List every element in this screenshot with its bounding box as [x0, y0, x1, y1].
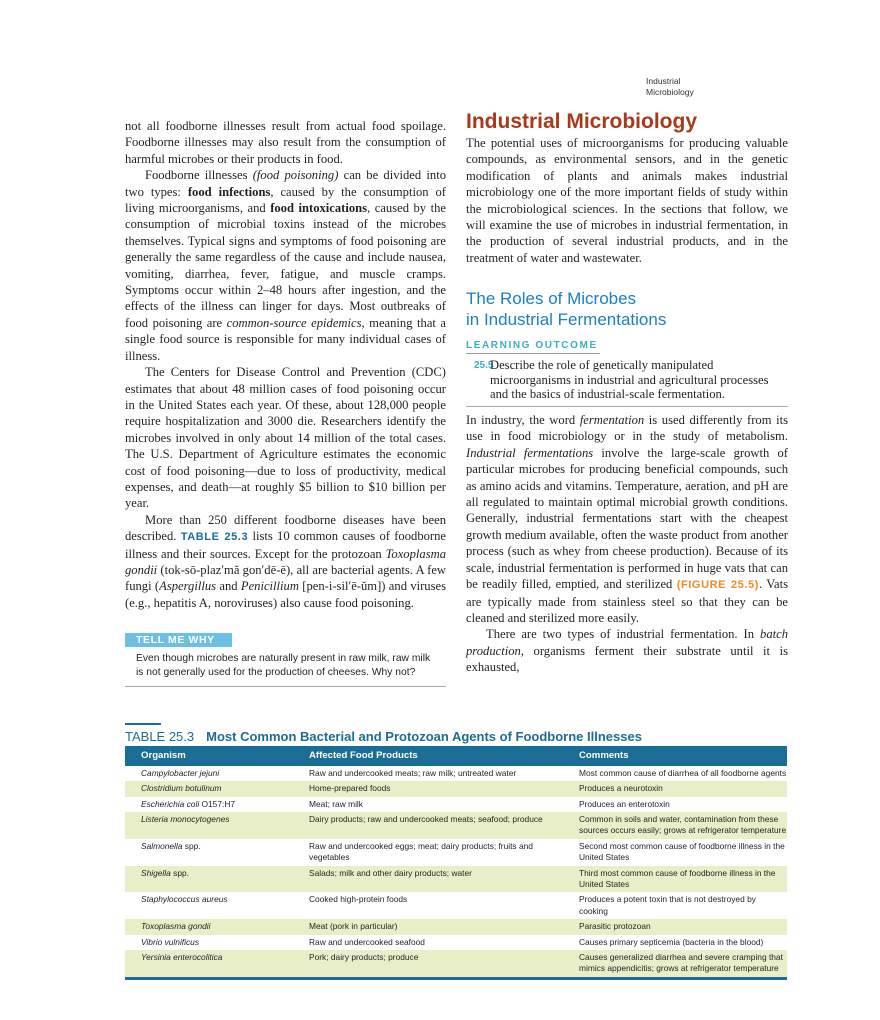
divider — [466, 406, 788, 407]
food-cell: Raw and undercooked seafood — [309, 936, 425, 947]
table-title — [125, 728, 787, 745]
text-run: involve the large-scale growth of particular microbes for producing beneficial compounds, such as amino acids and vitamins. Temperature, aeration, and pH are all regulated to maintain optimal microbial growth conditions. Generally, industrial fermentations start with the cheapest growth medium available, often the waste product from another process (such as whey from cheese production). Because of its scale, industrial fermentation is performed in huge vats that can be readily filled, emptied, and sterilized — [466, 445, 788, 592]
table-caption: Most Common Bacterial and Protozoan Agents of Foodborne Illnesses — [206, 728, 642, 744]
organism-name: Shigella — [141, 867, 171, 878]
text-run: Foodborne illnesses — [145, 168, 253, 183]
text-run: Aspergillus — [159, 579, 217, 594]
comment-cell: Second most common cause of foodborne illness in the United States — [579, 840, 785, 863]
organism-cell — [125, 866, 293, 893]
text-run: . Vats are typically made from stainless steel so that they can be cleaned and sterilized more easily. — [466, 577, 788, 625]
comment-cell: Produces a neurotoxin — [563, 781, 787, 796]
text-run: The potential uses of microorganisms for producing valuable compounds, as environmental sensors, and in the genetic modification of plants and animals makes industrial microbiology one of the more important fields of study within the microbiological sciences. In the sections that follow, we will examine the use of microbes in industrial fermentation, in the production of several industrial products, and in the treatment of water and wastewater. — [466, 136, 788, 265]
table-row — [125, 919, 787, 934]
table-row — [125, 797, 787, 812]
food-cell: Raw and undercooked meats; raw milk; untreated water — [309, 767, 517, 778]
comment-cell: Produces a potent toxin that is not destroyed by cooking — [579, 894, 756, 916]
food-cell: Cooked high-protein foods — [309, 894, 408, 905]
organism-name: Vibrio vulnificus — [141, 936, 200, 947]
text-run: Toxoplasma gondii — [125, 546, 446, 577]
tell-me-why-question: Even though microbes are naturally present in raw milk, raw milk is not generally used for the production of cheeses. Why not? — [136, 653, 431, 678]
table-row — [125, 781, 787, 796]
organism-name: Escherichia coli — [141, 798, 200, 809]
learning-outcome — [474, 358, 788, 402]
cross-reference-link[interactable]: (FIGURE 25.5) — [676, 579, 760, 592]
left-column — [125, 118, 446, 611]
table-row — [125, 892, 787, 919]
text-run: batch production, — [466, 627, 788, 658]
table-row — [125, 839, 787, 866]
paragraph — [125, 364, 446, 512]
cross-reference-link[interactable]: TABLE 25.3 — [180, 531, 249, 544]
table-row — [125, 935, 787, 950]
organism-cell — [125, 766, 293, 781]
tell-me-why-label: TELL ME WHY — [125, 633, 232, 647]
comment-cell: Parasitic protozoan — [563, 919, 787, 934]
comment-cell: Third most common cause of foodborne illness in the United States — [563, 866, 787, 893]
table-row — [125, 766, 787, 781]
food-cell: Raw and undercooked eggs; meat; dairy products; fruits and vegetables — [309, 840, 533, 863]
text-run: food infections — [187, 184, 271, 199]
food-cell: Meat; raw milk — [309, 798, 363, 809]
text-run: organisms ferment their substrate until it is exhausted, — [466, 643, 788, 675]
learning-outcome-text: Describe the role of genetically manipulated microorganisms in industrial and agricultural processes and the basics of industrial-scale fermentation. — [490, 358, 769, 402]
text-run: In industry, the word — [466, 413, 580, 428]
organism-name: Toxoplasma gondii — [141, 921, 211, 932]
table-number: TABLE 25.3 — [125, 728, 195, 744]
paragraph — [125, 118, 446, 167]
text-run: The Centers for Disease Control and Prevention (CDC) estimates that about 48 million cases of food poisoning occur in the United States each year. Of these, about 128,000 people require hospitalization and 3000 die. Researchers identify the microbes involved in only about 14 million of the total cases. The U.S. Department of Agriculture estimates the economic cost of food poisoning—due to loss of productivity, medical expenses, and death—at roughly $5 billion to $10 billion per year. — [125, 365, 446, 511]
comment-cell: Common in soils and water, contamination from these sources occurs easily; grows at refrigerator temperature — [563, 812, 787, 839]
organism-suffix: O157:H7 — [199, 798, 236, 809]
organism-suffix: spp. — [170, 867, 189, 878]
organism-name: Listeria monocytogenes — [141, 814, 230, 824]
table-rule — [125, 723, 161, 725]
food-cell: Pork; dairy products; produce — [293, 950, 563, 978]
organism-name: Campylobacter jejuni — [141, 767, 220, 778]
text-run: lists 10 common causes of foodborne illness and their sources. Except for the protozoan — [125, 529, 446, 561]
organism-cell — [125, 935, 293, 950]
text-run: (tok-sō-plaz′mă gon′dē-ē), all are bacterial agents. A few fungi ( — [125, 562, 446, 594]
organism-cell — [125, 839, 293, 866]
paragraph — [466, 412, 788, 626]
text-run: is used differently from its use in food microbiology or in the study of metabolism. — [466, 413, 788, 444]
text-run: fermentation — [579, 413, 645, 428]
text-run: , caused by the consumption of microbial toxins instead of the microbes themselves. Typical signs and symptoms of food poisoning are generally the same regardless of the cause and include nausea, vomiting, diarrhea, fever, fatigue, and muscle cramps. Symptoms occur within 2–48 hours after ingestion, and the effects of the illness can linger for days. Most outbreaks of food poisoning are — [125, 201, 446, 330]
divider — [125, 686, 446, 687]
paragraph — [466, 626, 788, 675]
food-cell: Dairy products; raw and undercooked meats; seafood; produce — [293, 812, 563, 839]
subheading-line-2: in Industrial Fermentations — [466, 310, 667, 330]
intro-text — [466, 135, 788, 266]
column-header-organism: Organism — [125, 746, 293, 766]
text-run: , caused by the consumption of living microorganisms, and — [125, 184, 446, 216]
text-run: Industrial fermentations — [466, 445, 594, 460]
comment-cell: Produces an enterotoxin — [579, 798, 670, 809]
comment-cell: Causes generalized diarrhea and severe cramping that mimics appendicitis; grows at refrigerator temperature — [563, 950, 787, 978]
text-run: , meaning that a single food source is responsible for many individual cases of illness. — [125, 315, 446, 363]
table-section — [125, 723, 787, 980]
table-header-row — [125, 746, 787, 766]
subheading-line-1: The Roles of Microbes — [466, 289, 637, 309]
running-head: Industrial Microbiology — [646, 76, 694, 97]
comment-cell: Causes primary septicemia (bacteria in the blood) — [579, 936, 764, 947]
right-body-text — [466, 412, 788, 676]
organism-suffix: spp. — [182, 840, 201, 851]
organism-cell — [125, 892, 293, 919]
learning-outcome-label: LEARNING OUTCOME — [466, 340, 598, 352]
column-header-food: Affected Food Products — [293, 746, 563, 766]
text-run: can be divided into two types: — [125, 168, 447, 199]
text-run: not all foodborne illnesses result from actual food spoilage. Foodborne illnesses may also result from the consumption of harmful microbes or their products in food. — [125, 119, 446, 166]
foodborne-agents-table — [125, 746, 787, 980]
column-header-comments: Comments — [563, 746, 787, 766]
organism-name: Staphylococcus aureus — [141, 894, 228, 905]
text-run: (food poisoning) — [252, 168, 339, 183]
left-column-wrapper — [125, 118, 446, 687]
section-heading: Industrial Microbiology — [466, 110, 698, 133]
table-row — [125, 812, 787, 839]
divider — [466, 353, 600, 354]
text-run: More than 250 different foodborne diseases have been described. — [125, 512, 446, 544]
subsection-heading — [466, 288, 788, 330]
organism-name: Clostridium botulinum — [141, 783, 222, 794]
table-row — [125, 866, 787, 893]
organism-cell — [125, 781, 293, 796]
paragraph — [466, 135, 788, 266]
table-row — [125, 950, 787, 978]
text-run: food intoxications — [270, 201, 368, 216]
food-cell: Home-prepared foods — [293, 781, 563, 796]
text-run: There are two types of industrial fermentation. In — [486, 627, 761, 642]
two-column-body — [125, 110, 880, 687]
text-run: common-source epidemics — [226, 315, 362, 330]
organism-cell — [125, 919, 293, 934]
organism-cell — [125, 950, 293, 978]
text-run: Penicillium — [240, 579, 299, 594]
organism-cell — [125, 812, 293, 839]
text-run: [pen-i-sil′ē-ŭm]) and viruses (e.g., hepatitis A, noroviruses) also cause food poisoning. — [125, 579, 446, 610]
right-column-wrapper — [466, 109, 788, 676]
paragraph — [125, 512, 446, 611]
learning-outcome-number: 25.5 — [474, 360, 494, 372]
food-cell: Salads; milk and other dairy products; water — [293, 866, 563, 893]
organism-name: Yersinia enterocolitica — [141, 952, 223, 963]
organism-cell — [125, 797, 293, 812]
organism-name: Salmonella — [141, 840, 183, 851]
comment-cell: Most common cause of diarrhea of all foodborne agents — [579, 767, 787, 778]
food-cell: Meat (pork in particular) — [293, 919, 563, 934]
paragraph — [125, 167, 446, 364]
text-run: and — [216, 579, 241, 594]
